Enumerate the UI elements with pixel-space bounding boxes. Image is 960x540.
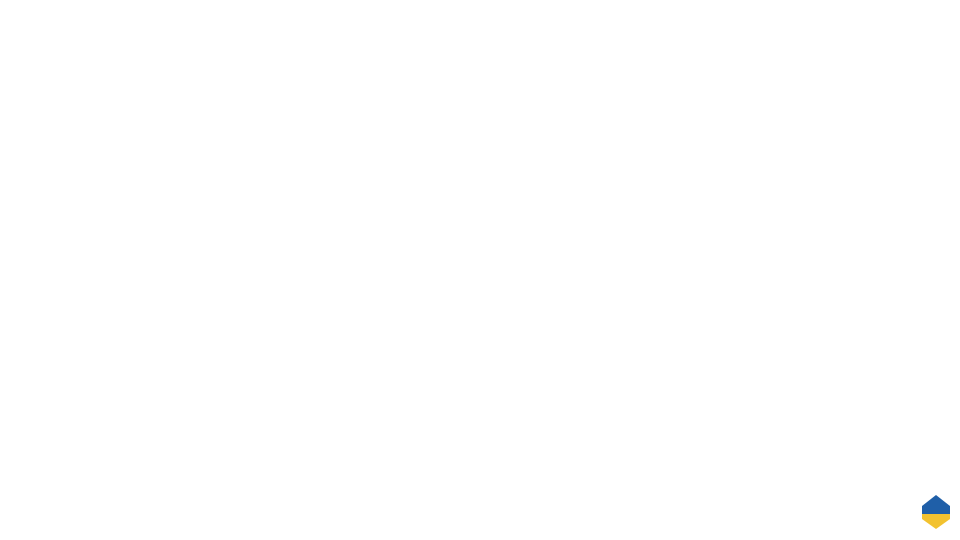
logo-bottom-shape: [922, 514, 950, 529]
logo-top-shape: [922, 495, 950, 514]
sbu-logo-icon: [921, 494, 951, 530]
